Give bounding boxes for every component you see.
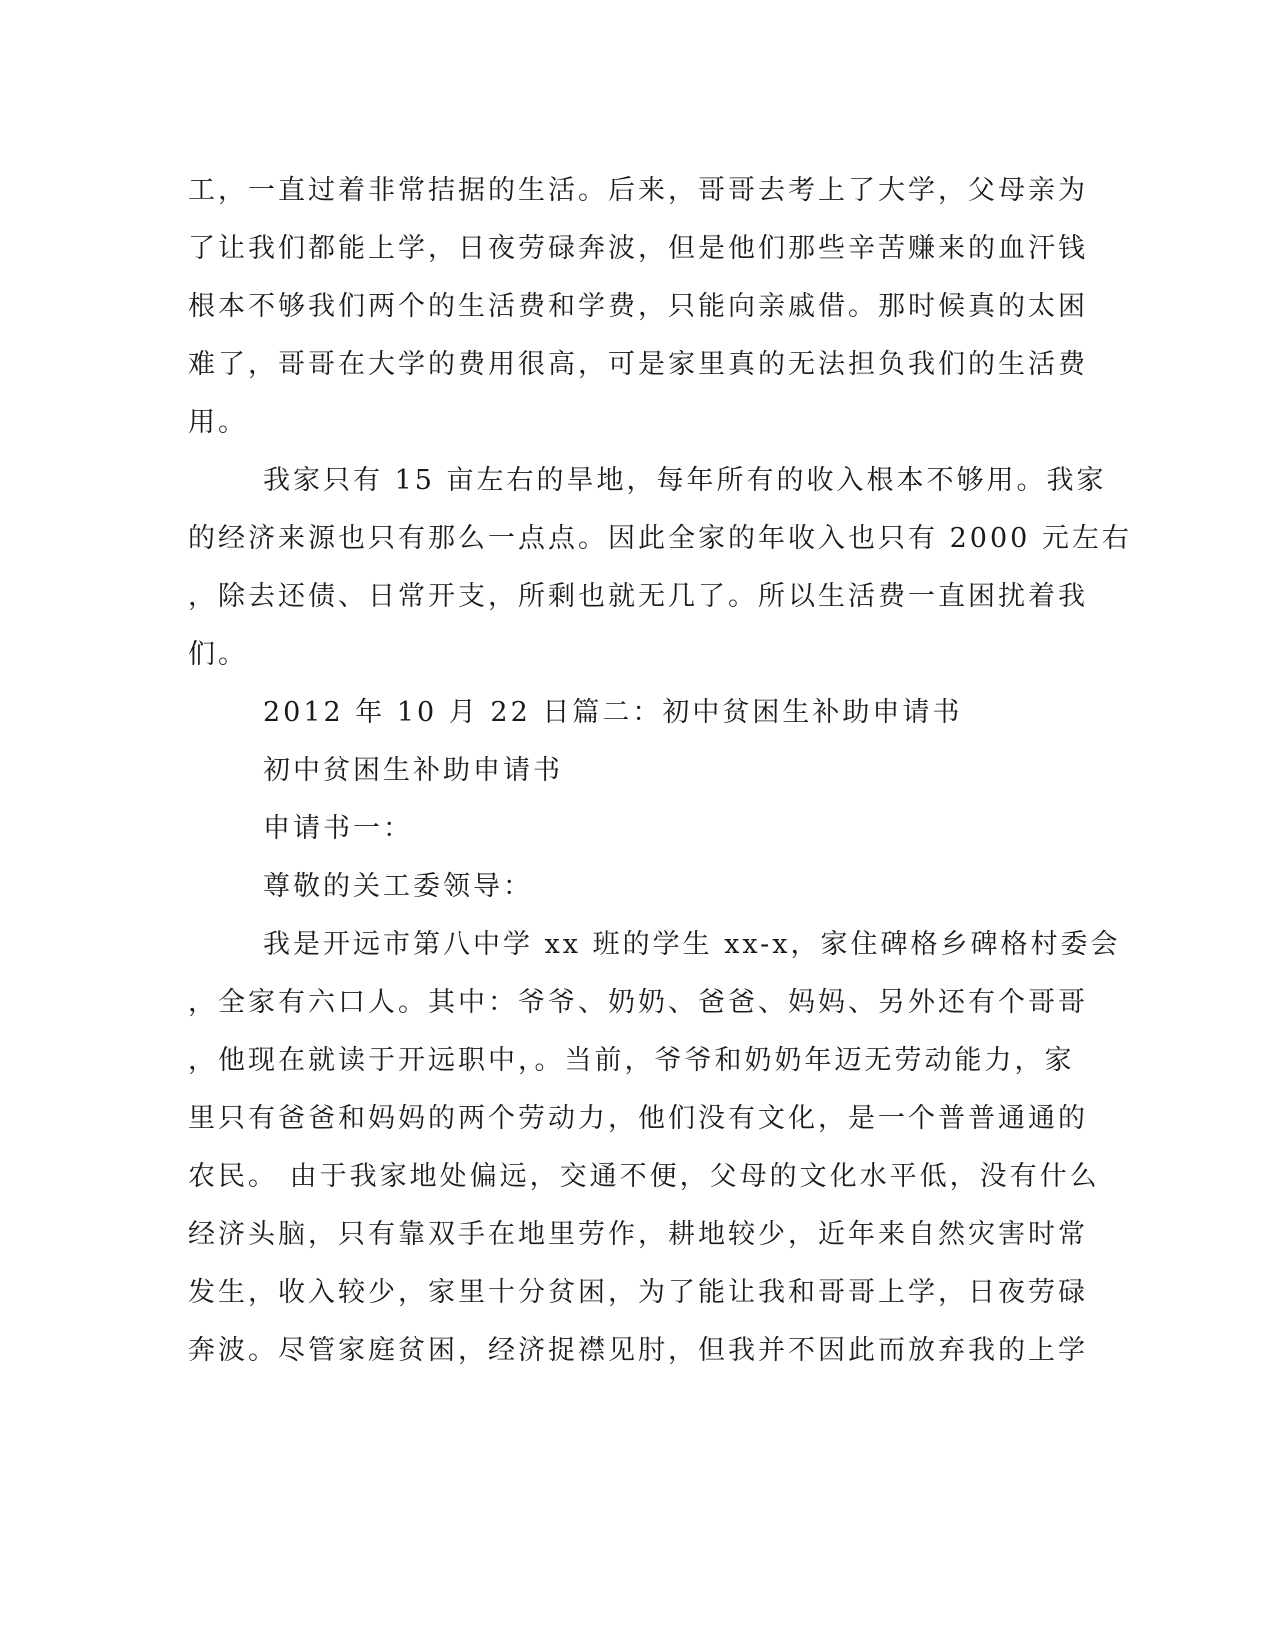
text-line: 奔波。尽管家庭贫困，经济捉襟见肘，但我并不因此而放弃我的上学: [188, 1335, 1088, 1366]
document-title: 初中贫困生补助申请书: [263, 755, 563, 786]
text-line: 根本不够我们两个的生活费和学费，只能向亲戚借。那时候真的太困: [188, 291, 1088, 322]
text-line: ，除去还债、日常开支，所剩也就无几了。所以生活费一直困扰着我: [188, 581, 1088, 612]
salutation: 尊敬的关工委领导：: [263, 871, 533, 902]
text-line: 农民。 由于我家地处偏远，交通不便，父母的文化水平低，没有什么: [188, 1161, 1100, 1192]
text-line: 工，一直过着非常拮据的生活。后来，哥哥去考上了大学，父母亲为: [188, 175, 1088, 206]
paragraph-start-line: 我是开远市第八中学 xx 班的学生 xx-x，家住碑格乡碑格村委会: [263, 929, 1121, 960]
text-line: 里只有爸爸和妈妈的两个劳动力，他们没有文化，是一个普普通通的: [188, 1103, 1088, 1134]
text-line: 用。: [188, 407, 248, 438]
text-line: 了让我们都能上学，日夜劳碌奔波，但是他们那些辛苦赚来的血汗钱: [188, 233, 1088, 264]
text-line: 难了，哥哥在大学的费用很高，可是家里真的无法担负我们的生活费: [188, 349, 1088, 380]
text-line: 经济头脑，只有靠双手在地里劳作，耕地较少，近年来自然灾害时常: [188, 1219, 1088, 1250]
text-line: 的经济来源也只有那么一点点。因此全家的年收入也只有 2000 元左右: [188, 523, 1132, 554]
paragraph-start-line: 我家只有 15 亩左右的旱地，每年所有的收入根本不够用。我家: [263, 465, 1107, 496]
text-line: ，全家有六口人。其中：爷爷、奶奶、爸爸、妈妈、另外还有个哥哥: [188, 987, 1088, 1018]
text-line: 们。: [188, 639, 248, 670]
subheading: 申请书一：: [263, 813, 413, 844]
section-heading-line: 2012 年 10 月 22 日篇二：初中贫困生补助申请书: [263, 697, 963, 728]
text-line: 发生，收入较少，家里十分贫困，为了能让我和哥哥上学，日夜劳碌: [188, 1277, 1088, 1308]
text-line: ，他现在就读于开远职中，。当前，爷爷和奶奶年迈无劳动能力，家: [188, 1045, 1075, 1076]
